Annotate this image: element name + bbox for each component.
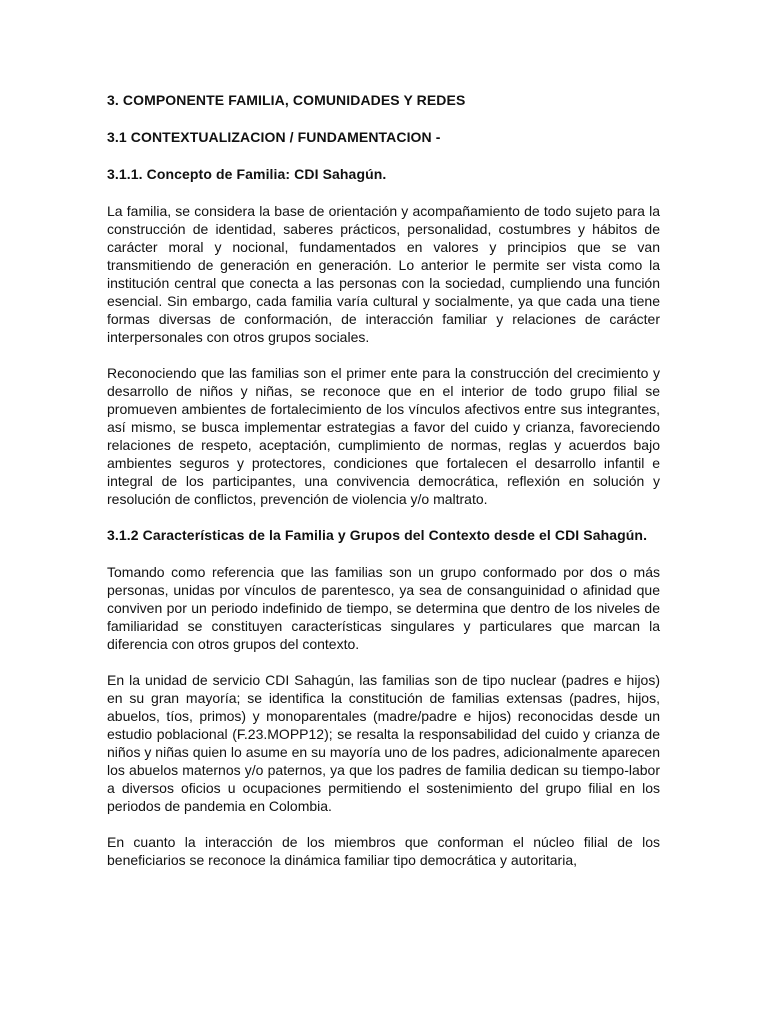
paragraph-family-role: Reconociendo que las familias son el primer ente para la construcción del crecimiento y desarrollo de niños y niñas, se reconoce que en el interior de todo grupo filial se promueven ambientes de fortalecimiento de los vínculos afectivos entre sus integrantes, así mismo, se busca implementar estrategias a favor del cuido y crianza, favoreciendo relaciones de respeto, aceptación, cumplimiento de normas, reglas y acuerdos bajo ambientes seguros y protectores, condiciones que fortalecen el desarrollo infantil e integral de los participantes, una convivencia democrática, reflexión en solución y resolución de conflictos, prevención de violencia y/o maltrato.: [107, 365, 660, 507]
subsection-heading: 3.1 CONTEXTUALIZACION / FUNDAMENTACION -: [107, 129, 441, 145]
characteristics-heading: 3.1.2 Características de la Familia y Grupos del Contexto desde el CDI Sahagún.: [107, 527, 648, 543]
concept-heading: 3.1.1. Concepto de Familia: CDI Sahagún.: [107, 166, 387, 182]
paragraph-family-group: Tomando como referencia que las familias son un grupo conformado por dos o más personas, unidas por vínculos de parentesco, ya sea de consanguinidad o afinidad que conviven por un periodo indefinido de tiempo, se determina que dentro de los niveles de familiaridad se constituyen características singulares y particulares que marcan la diferencia con otros grupos del contexto.: [107, 564, 660, 652]
paragraph-family-definition: La familia, se considera la base de orientación y acompañamiento de todo sujeto para la construcción de identidad, saberes prácticos, personalidad, costumbres y hábitos de carácter moral y nocional, fundamentados en valores y principios que se van transmitiendo de generación en generación. Lo anterior le permite ser vista como la institución central que conecta a las personas con la sociedad, cumpliendo una función esencial. Sin embargo, cada familia varía cultural y socialmente, ya que cada una tiene formas diversas de conformación, de interacción familiar y relaciones de carácter interpersonales con otros grupos sociales.: [107, 203, 660, 345]
paragraph-family-interaction: En cuanto la interacción de los miembros que conforman el núcleo filial de los beneficiarios se reconoce la dinámica familiar tipo democrática y autoritaria,: [107, 834, 660, 868]
section-heading: 3. COMPONENTE FAMILIA, COMUNIDADES Y REDES: [107, 92, 466, 108]
paragraph-family-types: En la unidad de servicio CDI Sahagún, las familias son de tipo nuclear (padres e hijos) en su gran mayoría; se identifica la constitución de familias extensas (padres, hijos, abuelos, tíos, primos) y monoparentales (madre/padre e hijos) reconocidas desde un estudio poblacional (F.23.MOPP12); se resalta la responsabilidad del cuido y crianza de niños y niñas quien lo asume en su mayoría uno de los padres, adicionalmente aparecen los abuelos maternos y/o paternos, ya que los padres de familia dedican su tiempo-labor a diversos oficios u ocupaciones permitiendo el sostenimiento del grupo filial en los periodos de pandemia en Colombia.: [107, 672, 660, 814]
document-body: [107, 91, 660, 869]
